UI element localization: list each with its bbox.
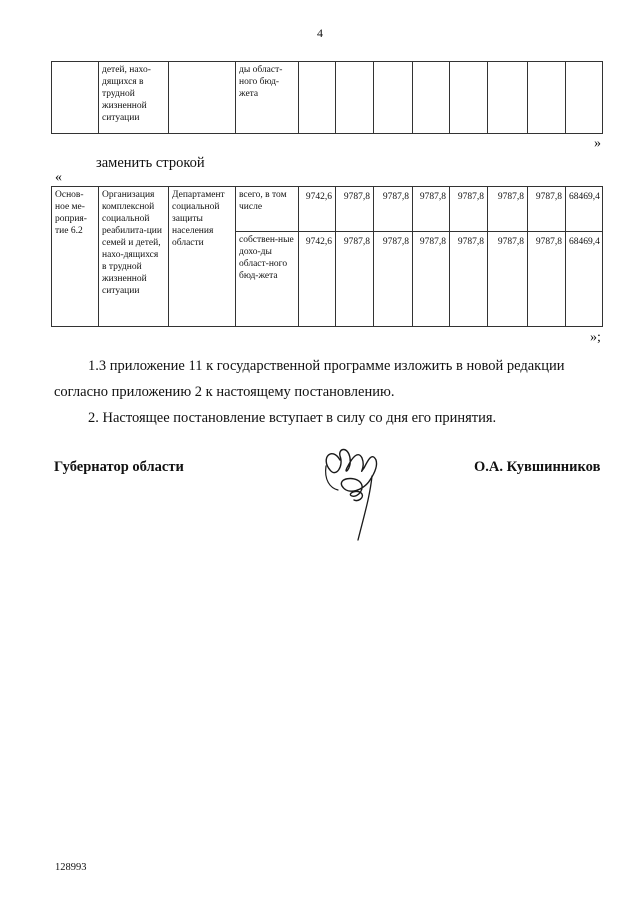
table-cell bbox=[566, 62, 603, 134]
table-cell bbox=[336, 62, 374, 134]
signer-name: О.А. Кувшинников bbox=[474, 459, 601, 475]
signature-title: Губернатор области bbox=[54, 459, 184, 475]
value-cell: 9787,8 bbox=[450, 187, 488, 232]
table-row bbox=[52, 62, 603, 134]
value-cell: 9787,8 bbox=[528, 232, 566, 327]
total-cell: 68469,4 bbox=[566, 187, 603, 232]
page-number: 4 bbox=[317, 26, 323, 40]
opening-quote: « bbox=[55, 170, 62, 185]
table-fragment-top bbox=[51, 61, 603, 134]
executor-cell: Департамент социальной защиты населения области bbox=[169, 187, 236, 327]
table-row bbox=[52, 187, 603, 232]
table-cell bbox=[299, 62, 336, 134]
value-cell: 9787,8 bbox=[450, 232, 488, 327]
table-replacement bbox=[51, 186, 603, 327]
table-cell: ды област-ного бюд-жета bbox=[236, 62, 299, 134]
paragraph-1-line-2: согласно приложению 2 к настоящему постановлению. bbox=[54, 384, 395, 400]
value-cell: 9787,8 bbox=[528, 187, 566, 232]
table-cell bbox=[52, 62, 99, 134]
value-cell: 9742,6 bbox=[299, 187, 336, 232]
value-cell: 9787,8 bbox=[336, 187, 374, 232]
value-cell: 9787,8 bbox=[374, 232, 413, 327]
activity-cell: Основ-ное ме-роприя-тие 6.2 bbox=[52, 187, 99, 327]
closing-quote: » bbox=[594, 136, 601, 151]
activity-name-cell: Организация комплексной социальной реабилита-ции семей и детей, нахо-дящихся в трудной жизненной ситуации bbox=[99, 187, 169, 327]
value-cell: 9787,8 bbox=[413, 187, 450, 232]
paragraph-2: 2. Настоящее постановление вступает в силу со дня его принятия. bbox=[88, 410, 497, 426]
value-cell: 9742,6 bbox=[299, 232, 336, 327]
value-cell: 9787,8 bbox=[374, 187, 413, 232]
source-cell: всего, в том числе bbox=[236, 187, 299, 232]
document-id: 128993 bbox=[55, 862, 87, 873]
source-cell: собствен-ные дохо-ды област-ного бюд-жета bbox=[236, 232, 299, 327]
replace-instruction: заменить строкой bbox=[96, 155, 205, 171]
table-cell bbox=[528, 62, 566, 134]
table-cell bbox=[450, 62, 488, 134]
value-cell: 9787,8 bbox=[488, 187, 528, 232]
handwritten-signature bbox=[318, 436, 398, 546]
table-cell bbox=[374, 62, 413, 134]
table-cell bbox=[169, 62, 236, 134]
table-cell bbox=[488, 62, 528, 134]
value-cell: 9787,8 bbox=[488, 232, 528, 327]
value-cell: 9787,8 bbox=[336, 232, 374, 327]
value-cell: 9787,8 bbox=[413, 232, 450, 327]
closing-quote-semicolon: »; bbox=[590, 330, 601, 345]
table-cell bbox=[413, 62, 450, 134]
total-cell: 68469,4 bbox=[566, 232, 603, 327]
table-cell: детей, нахо-дящихся в трудной жизненной ситуации bbox=[99, 62, 169, 134]
paragraph-1-line-1: 1.3 приложение 11 к государственной программе изложить в новой редакции bbox=[88, 358, 565, 374]
